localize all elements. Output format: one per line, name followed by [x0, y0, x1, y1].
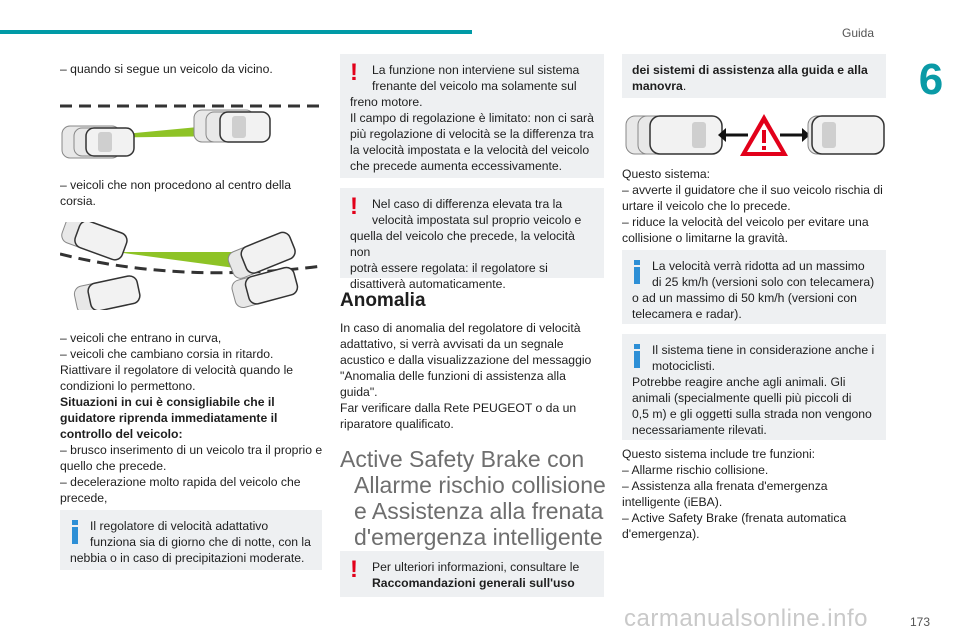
- text-line: che precede aumenta eccessivamente.: [350, 159, 563, 173]
- info-box: [60, 510, 322, 570]
- text-line: 0,5 m) e gli oggetti sulla strada non vengono: [632, 407, 872, 421]
- functions-list: [622, 446, 890, 542]
- text-line: Riattivare il regolatore di velocità quando le: [60, 363, 294, 377]
- text-line: adattativo, si verrà avvisati da un segnale: [340, 337, 564, 351]
- text-line: più regolazione di velocità se la differenza tra: [350, 127, 594, 141]
- text-line: Il regolatore di velocità adattativo: [90, 519, 269, 533]
- text-line: Questo sistema include tre funzioni:: [622, 447, 816, 461]
- bold-line: Raccomandazioni generali sull'uso: [372, 576, 575, 590]
- continued-box: [622, 54, 886, 98]
- section-title: Guida: [842, 26, 875, 40]
- text-line: – avverte il guidatore che il suo veicolo rischia di: [622, 183, 883, 197]
- collision-warning-illustration: [622, 108, 886, 162]
- text-line: quello che precede.: [60, 459, 167, 473]
- warning-icon: !: [350, 193, 358, 220]
- text-line: – veicoli che cambiano corsia in ritardo.: [60, 347, 274, 361]
- text-line: Nel caso di differenza elevata tra la: [372, 197, 563, 211]
- text-line: motociclisti.: [652, 359, 715, 373]
- info-icon: [634, 260, 640, 284]
- warning-icon: !: [350, 556, 358, 583]
- header-accent-bar: [0, 30, 472, 34]
- heading-line: Active Safety Brake con: [340, 446, 585, 472]
- text-line: – Assistenza alla frenata d'emergenza: [622, 479, 828, 493]
- bold-line: guidatore riprenda immediatamente il: [60, 411, 278, 425]
- text-line: telecamera e radar).: [632, 307, 742, 321]
- warning-icon: !: [350, 59, 358, 86]
- text-line: Questo sistema:: [622, 167, 711, 181]
- text-line: – brusco inserimento di un veicolo tra il proprio e: [60, 443, 323, 457]
- info-icon: [72, 520, 78, 544]
- text-line: quella del veicolo che precede, la velocità non: [350, 229, 575, 259]
- text-line: frenante del veicolo ma solamente sul: [372, 79, 577, 93]
- chapter-number: 6: [902, 50, 960, 110]
- text-line: "Anomalia delle funzioni di assistenza alla: [340, 369, 566, 383]
- text-line: di 25 km/h (versioni solo con telecamera): [652, 275, 875, 289]
- bold-line: controllo del veicolo:: [60, 427, 183, 441]
- text-line: – quando si segue un veicolo da vicino.: [60, 62, 273, 76]
- text-line: urtare il veicolo che lo precede.: [622, 199, 791, 213]
- text-line: Per ulteriori informazioni, consultare le: [372, 560, 580, 574]
- text-line: Potrebbe reagire anche agli animali. Gli: [632, 375, 846, 389]
- text-line: funziona sia di giorno che di notte, con la: [90, 535, 311, 549]
- warning-box: [340, 551, 604, 597]
- text-line: La velocità verrà ridotta ad un massimo: [652, 259, 865, 273]
- text-line: Il campo di regolazione è limitato: non ci sarà: [350, 111, 594, 125]
- anomalia-text: [340, 320, 604, 432]
- bold-line: Situazioni in cui è consigliabile che il: [60, 395, 275, 409]
- bold-line: dei sistemi di assistenza alla guida e alla: [632, 63, 868, 77]
- col1-text2: [60, 177, 322, 209]
- text-line: – riduce la velocità del veicolo per evitare una: [622, 215, 869, 229]
- text-line: freno motore.: [350, 95, 423, 109]
- watermark: carmanualsonline.info: [624, 605, 868, 632]
- text-line: guida".: [340, 385, 378, 399]
- text-line: potrà essere regolata: il regolatore si: [350, 261, 548, 275]
- text-line: – Allarme rischio collisione.: [622, 463, 769, 477]
- text-line: necessariamente rilevati.: [632, 423, 767, 437]
- warning-box: [340, 188, 604, 291]
- heading-line: e Assistenza alla frenata: [354, 498, 604, 524]
- col1-intro: [60, 61, 322, 77]
- text-line: nebbia o in caso di precipitazioni moderate.: [70, 551, 305, 565]
- text-line: velocità impostata sul proprio veicolo e: [372, 213, 582, 227]
- car-following-illustration: [60, 98, 322, 164]
- text-line: condizioni lo permettono.: [60, 379, 196, 393]
- text-line: – veicoli che entrano in curva,: [60, 331, 222, 345]
- text-line: la velocità impostata e la velocità del veicolo: [350, 143, 590, 157]
- text-line: o ad un massimo di 50 km/h (versioni con: [632, 291, 857, 305]
- text-line: riparatore qualificato.: [340, 417, 454, 431]
- car-lane-offset-illustration: [60, 222, 322, 310]
- text-line: disattiverà automaticamente.: [350, 277, 506, 291]
- text-line: – veicoli che non procedono al centro della: [60, 178, 292, 192]
- text-line: Il sistema tiene in considerazione anche i: [652, 343, 875, 357]
- text-line: Far verificare dalla Rete PEUGEOT o da un: [340, 401, 577, 415]
- text-line: La funzione non interviene sul sistema: [372, 63, 580, 77]
- bold-text: manovra: [632, 79, 683, 93]
- col1-text3: [60, 330, 325, 506]
- text-line: corsia.: [60, 194, 96, 208]
- text-line: acustico e dalla visualizzazione del messaggio: [340, 353, 592, 367]
- heading-line: Allarme rischio collisione: [354, 472, 606, 498]
- info-box: [622, 334, 886, 440]
- info-box: [622, 250, 886, 324]
- system-description: [622, 166, 890, 246]
- text-line: precede,: [60, 491, 108, 505]
- section-heading: [340, 446, 610, 550]
- text-line: intelligente (iEBA).: [622, 495, 723, 509]
- page-number: 173: [910, 615, 931, 629]
- text-line: – Active Safety Brake (frenata automatica: [622, 511, 847, 525]
- text-line: In caso di anomalia del regolatore di velocità: [340, 321, 581, 335]
- text-line: – decelerazione molto rapida del veicolo che: [60, 475, 301, 489]
- text-line: animali (specialmente quelli più piccoli di: [632, 391, 852, 405]
- text-line: d'emergenza).: [622, 527, 700, 541]
- heading-line: d'emergenza intelligente: [354, 524, 603, 550]
- text-line: collisione o limitarne la gravità.: [622, 231, 788, 245]
- info-icon: [634, 344, 640, 368]
- warning-box: [340, 54, 604, 178]
- anomalia-heading: Anomalia: [340, 290, 426, 311]
- text: .: [682, 79, 687, 93]
